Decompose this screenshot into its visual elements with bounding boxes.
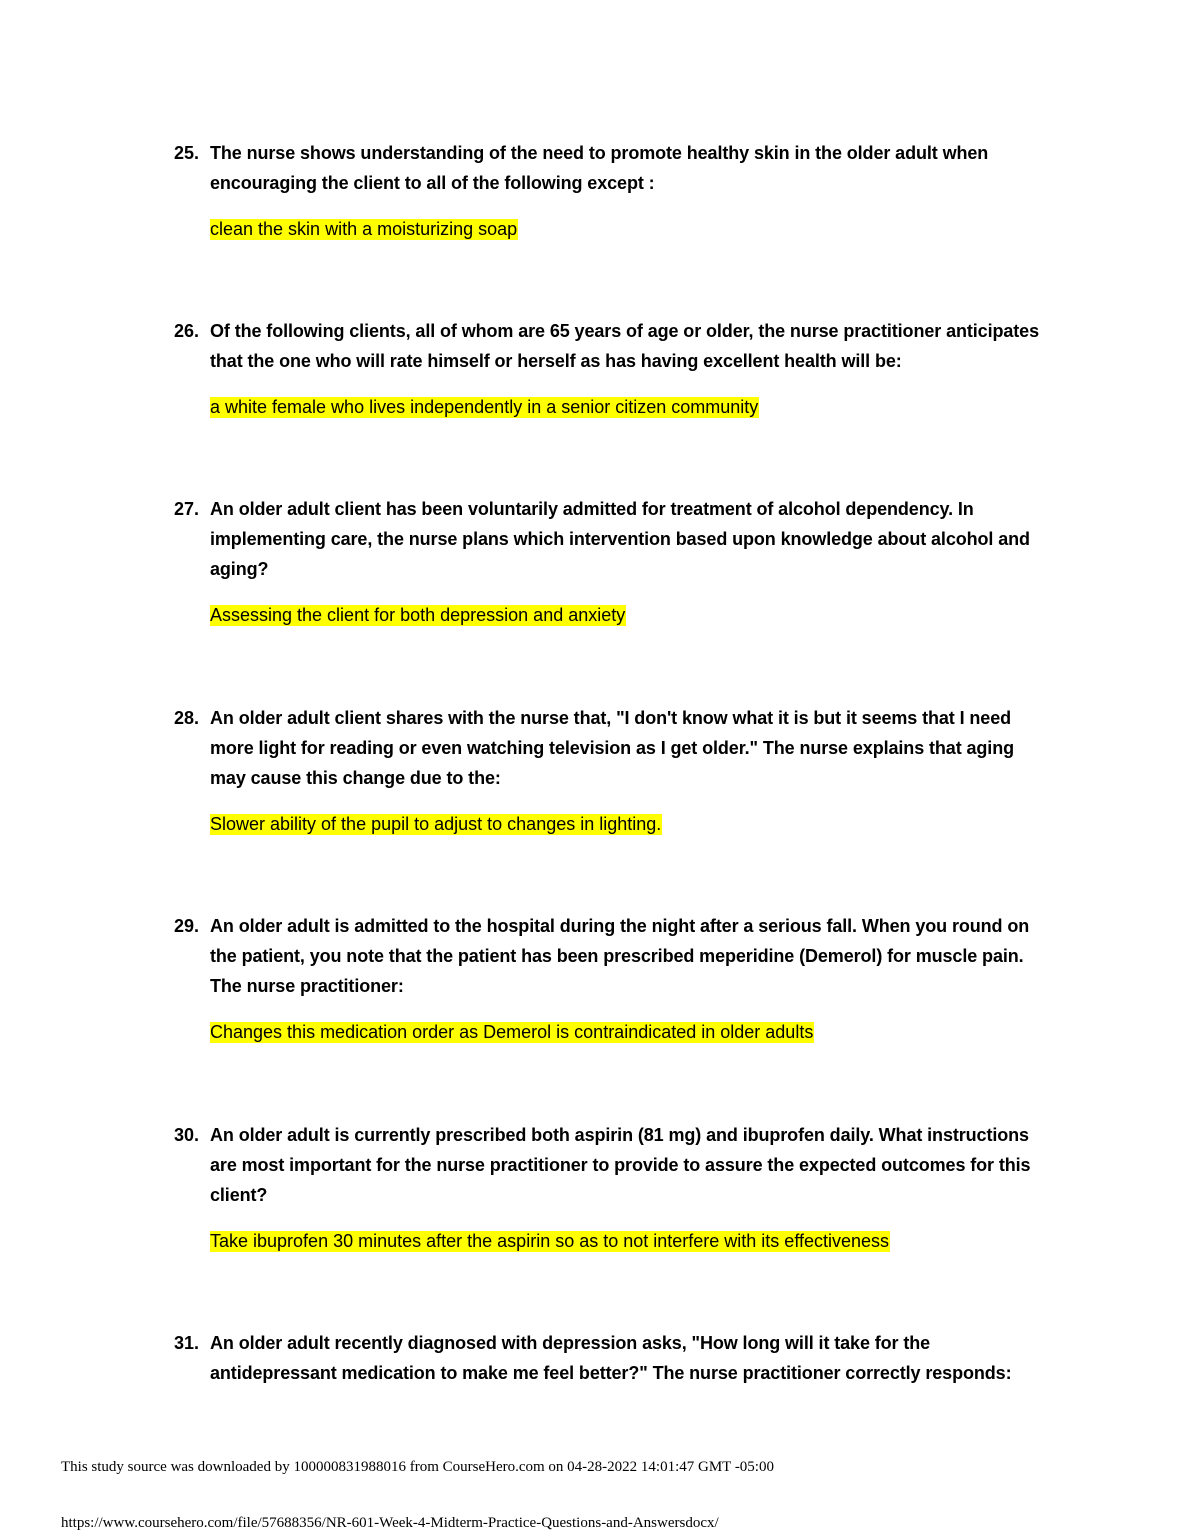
highlighted-answer: Changes this medication order as Demerol is contraindicated in older adults xyxy=(210,1022,814,1042)
question-text: An older adult client has been voluntarily admitted for treatment of alcohol dependency. In implementing care, the nurse plans which intervention based upon knowledge about alcohol and aging? xyxy=(210,499,1030,579)
question-block-30 xyxy=(174,1120,1054,1253)
question-number: 29. xyxy=(174,916,200,936)
download-notice: This study source was downloaded by 100000831988016 from CourseHero.com on 04-28-2022 14:01:47 GMT -05:00 xyxy=(61,1459,774,1475)
question-block-29 xyxy=(174,911,1054,1044)
question-block-28 xyxy=(174,703,1054,836)
question-block-25 xyxy=(174,138,1054,241)
question-text: An older adult client shares with the nurse that, "I don't know what it is but it seems that I need more light for reading or even watching television as I get older." The nurse explains that aging may cause this change due to the: xyxy=(210,708,1015,788)
question-number: 30. xyxy=(174,1125,200,1145)
highlighted-answer: a white female who lives independently in a senior citizen community xyxy=(210,397,759,417)
question-block-27 xyxy=(174,494,1054,627)
source-url-link[interactable]: https://www.coursehero.com/file/57688356/NR-601-Week-4-Midterm-Practice-Questions-and-Answersdocx/ xyxy=(61,1515,719,1531)
question-text: An older adult is currently prescribed both aspirin (81 mg) and ibuprofen daily. What instructions are most important for the nurse practitioner to provide to assure the expected outcomes for this client? xyxy=(210,1125,1031,1205)
question-number: 31. xyxy=(174,1333,200,1353)
question-number: 26. xyxy=(174,321,200,341)
question-number: 25. xyxy=(174,143,200,163)
question-block-31 xyxy=(174,1328,1054,1388)
highlighted-answer: Take ibuprofen 30 minutes after the aspirin so as to not interfere with its effectiveness xyxy=(210,1231,890,1251)
question-text: An older adult is admitted to the hospital during the night after a serious fall. When you round on the patient, you note that the patient has been prescribed meperidine (Demerol) for muscle pain. The nurse practitioner: xyxy=(210,916,1030,996)
question-number: 28. xyxy=(174,708,200,728)
highlighted-answer: Assessing the client for both depression and anxiety xyxy=(210,605,626,625)
question-number: 27. xyxy=(174,499,200,519)
highlighted-answer: Slower ability of the pupil to adjust to changes in lighting. xyxy=(210,814,662,834)
question-text: The nurse shows understanding of the need to promote healthy skin in the older adult when encouraging the client to all of the following except : xyxy=(210,143,989,193)
highlighted-answer: clean the skin with a moisturizing soap xyxy=(210,219,518,239)
question-text: An older adult recently diagnosed with depression asks, "How long will it take for the antidepressant medication to make me feel better?" The nurse practitioner correctly responds: xyxy=(210,1333,1012,1383)
question-block-26 xyxy=(174,316,1054,419)
question-text: Of the following clients, all of whom are 65 years of age or older, the nurse practitioner anticipates that the one who will rate himself or herself as has having excellent health will be: xyxy=(210,321,1039,371)
